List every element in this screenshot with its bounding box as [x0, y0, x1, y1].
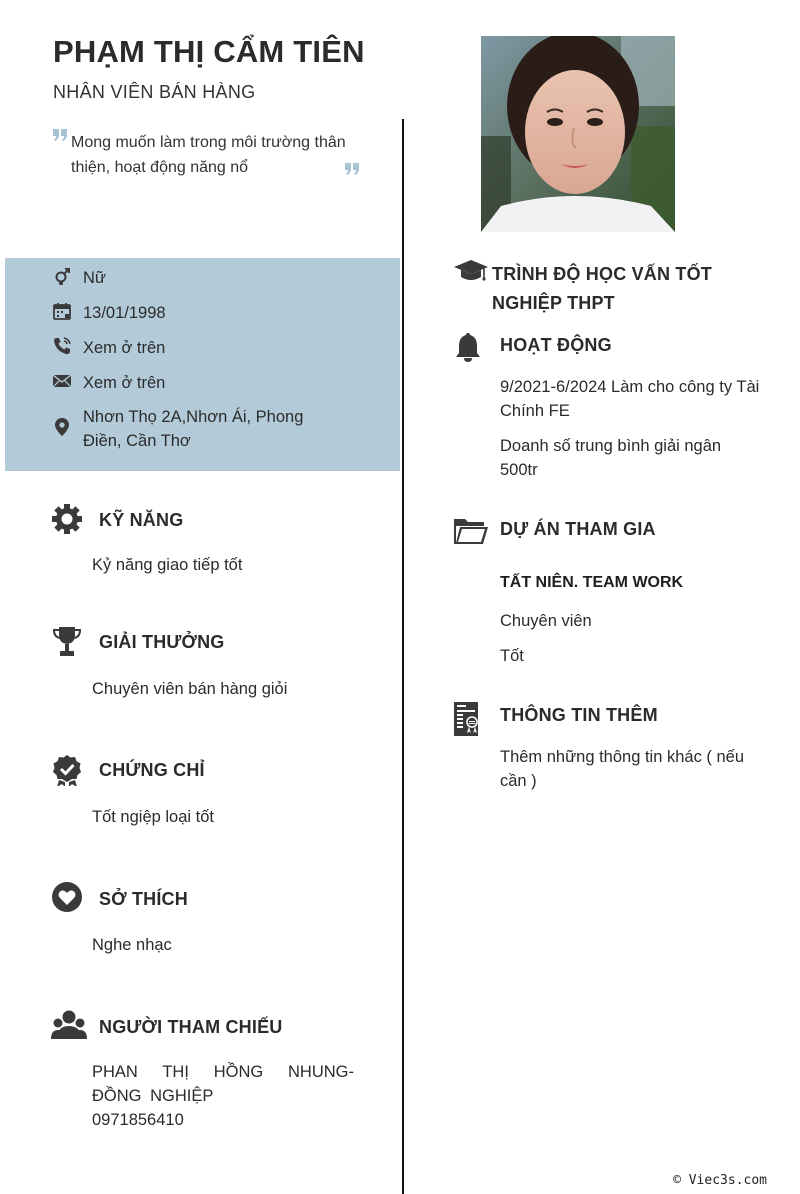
mail-icon: [52, 371, 72, 391]
gender-value: Nữ: [83, 269, 106, 287]
contact-info-panel: [5, 258, 400, 471]
birthday-value: 13/01/1998: [83, 304, 166, 322]
additional-title: THÔNG TIN THÊM: [500, 705, 658, 725]
quote-close-icon: [344, 162, 360, 176]
document-icon: [453, 701, 481, 737]
skills-text: Kỷ năng giao tiếp tốt: [92, 556, 243, 574]
project-result: Tốt: [500, 647, 524, 665]
projects-title: DỰ ÁN THAM GIA: [500, 519, 656, 539]
email-row: [52, 371, 323, 395]
trophy-icon: [51, 625, 83, 657]
location-pin-icon: [52, 417, 72, 437]
copyright-text: © Viec3s.com: [673, 1173, 767, 1188]
awards-title: GIẢI THƯỞNG: [99, 632, 225, 652]
career-objective: Mong muốn làm trong môi trường thân thiện, hoạt động năng nổ: [71, 134, 346, 176]
awards-text: Chuyên viên bán hàng giỏi: [92, 680, 288, 698]
certificates-text: Tốt ngiệp loại tốt: [92, 808, 214, 826]
project-role: Chuyên viên: [500, 612, 592, 630]
project-name: TẤT NIÊN. TEAM WORK: [500, 574, 684, 591]
people-icon: [51, 1009, 87, 1041]
gear-icon: [51, 503, 83, 535]
calendar-icon: [52, 301, 72, 321]
phone-icon: [52, 336, 72, 356]
phone-value[interactable]: Xem ở trên: [83, 339, 166, 357]
badge-icon: [51, 754, 83, 786]
folder-icon: [453, 515, 489, 547]
references-phone: 0971856410: [92, 1111, 184, 1129]
gender-row: [52, 266, 323, 290]
column-divider: [402, 119, 404, 1194]
references-title: NGƯỜI THAM CHIẾU: [99, 1017, 283, 1037]
quote-open-icon: [52, 128, 68, 142]
graduation-cap-icon: [453, 256, 489, 288]
email-value[interactable]: Xem ở trên: [83, 374, 166, 392]
skills-title: KỸ NĂNG: [99, 510, 184, 530]
activities-title: HOẠT ĐỘNG: [500, 335, 612, 355]
hobbies-title: SỞ THÍCH: [99, 889, 188, 909]
additional-text: Thêm những thông tin khác ( nếu cần ): [500, 748, 745, 790]
job-title: NHÂN VIÊN BÁN HÀNG: [53, 82, 256, 102]
heart-icon: [51, 881, 83, 913]
phone-row: [52, 336, 323, 360]
gender-icon: [52, 266, 72, 286]
address-row: [52, 405, 323, 453]
certificates-title: CHỨNG CHỈ: [99, 760, 205, 780]
activities-item-1: 9/2021-6/2024 Làm cho công ty Tài Chính FE: [500, 378, 760, 420]
activities-item-2: Doanh số trung bình giải ngân 500tr: [500, 437, 731, 479]
birthday-row: [52, 301, 323, 325]
hobbies-text: Nghe nhạc: [92, 936, 172, 954]
candidate-name: PHẠM THỊ CẨM TIÊN: [53, 34, 365, 69]
education-title: TRÌNH ĐỘ HỌC VẤN TỐT NGHIỆP THPT: [492, 264, 712, 313]
references-text: PHAN THỊ HỒNG NHUNG-ĐỒNG NGHIỆP: [92, 1063, 354, 1105]
address-value: Nhơn Thọ 2A,Nhơn Ái, Phong Điền, Cần Thơ: [83, 408, 304, 450]
profile-photo: [481, 36, 675, 232]
bell-icon: [452, 331, 484, 363]
